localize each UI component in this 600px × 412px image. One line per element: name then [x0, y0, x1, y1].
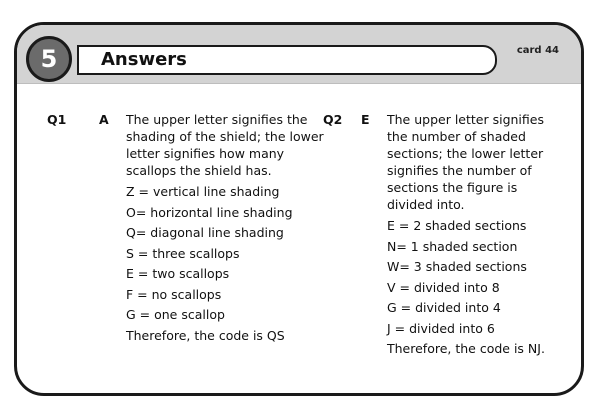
- code-line: S = three scallops: [126, 245, 240, 261]
- code-line: N= 1 shaded section: [387, 238, 518, 254]
- code-line: W= 3 shaded sections: [387, 259, 527, 274]
- question-1-label: Q1: [47, 112, 67, 127]
- answer-card: [14, 22, 584, 396]
- card-number: card 44: [516, 45, 559, 56]
- code-line: O= horizontal line shading: [126, 204, 293, 220]
- code-line: V = divided into 8: [387, 279, 500, 295]
- question-2-intro: The upper letter signifies the number of shaded sections; the lower letter signifies the number of sections the figure is divided into.: [387, 112, 544, 212]
- question-1-conclusion: Therefore, the code is QS: [126, 327, 285, 343]
- code-line: F = no scallops: [126, 286, 222, 302]
- card-header: [17, 25, 581, 84]
- question-2-conclusion: Therefore, the code is NJ.: [387, 341, 545, 356]
- code-line: G = divided into 4: [387, 300, 501, 315]
- question-2-explanation: [387, 111, 565, 361]
- code-line: E = two scallops: [126, 266, 230, 281]
- code-line: Q= diagonal line shading: [126, 225, 284, 240]
- question-2-label: Q2: [323, 112, 343, 127]
- code-line: Z = vertical line shading: [126, 184, 280, 199]
- question-2-answer: E: [361, 112, 370, 127]
- question-1-answer: A: [99, 112, 109, 127]
- title-bar: [77, 45, 497, 75]
- code-line: J = divided into 6: [387, 320, 495, 336]
- card-title: Answers: [101, 49, 187, 70]
- code-line: G = one scallop: [126, 307, 225, 322]
- question-1-intro: The upper letter signifies the shading of the shield; the lower letter signifies how many scallops the shield has.: [126, 112, 324, 178]
- question-1-explanation: [126, 111, 326, 347]
- section-number-badge: [26, 36, 72, 82]
- section-number: 5: [40, 45, 58, 73]
- code-line: E = 2 shaded sections: [387, 218, 527, 233]
